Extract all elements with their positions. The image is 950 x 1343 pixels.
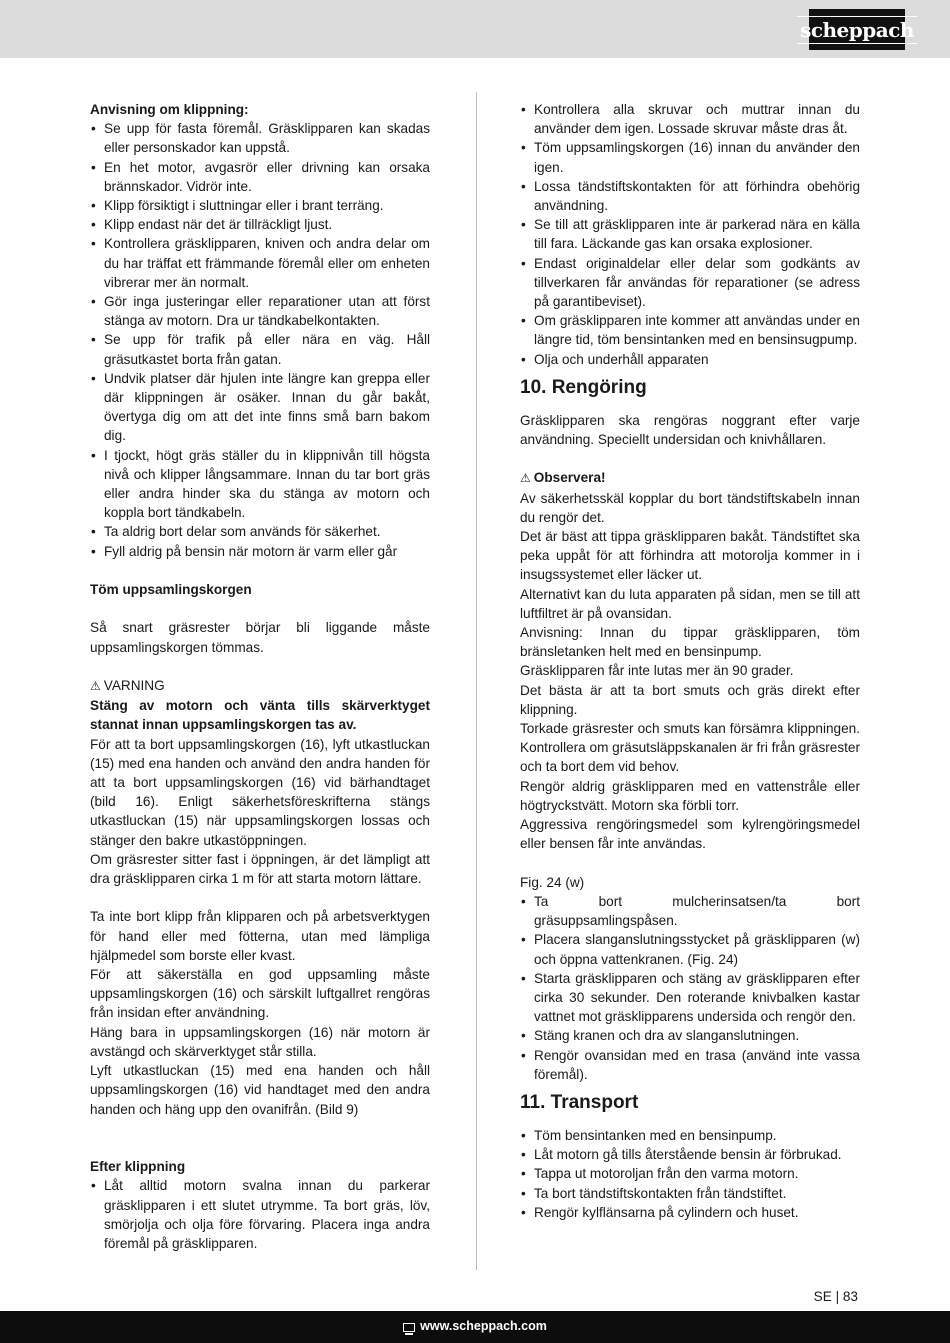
- list-item: • Fyll aldrig på bensin när motorn är varm eller går: [90, 542, 430, 561]
- page-number: SE | 83: [813, 1289, 858, 1304]
- list-item: • I tjockt, högt gräs ställer du in klippnivån till högsta nivå och klipper långsammare. Innan du tar bort gräs eller andra hinder ska du stänga av motorn och koppla bort tändkabeln.: [90, 446, 430, 523]
- warning-label: VARNING: [103, 678, 165, 694]
- list-item: • Kontrollera alla skruvar och muttrar innan du använder dem igen. Lossade skruvar måste dras åt.: [520, 100, 860, 138]
- paragraph: För att ta bort uppsamlingskorgen (16), lyft utkastluckan (15) med ena handen och använd den andra handen för att ta bort uppsamlingskorgen (16) vid bärhandtaget (bild 16). Enligt säkerhetsföreskrifterna stängs utkastluckan (15) när uppsamlingskorgen lossas och stänger den bakre utkastöppningen.: [90, 736, 430, 848]
- monitor-icon: [403, 1323, 415, 1332]
- list-item: • Stäng kranen och dra av slanganslutningen.: [520, 1026, 860, 1045]
- list-item: • Undvik platser där hjulen inte längre kan greppa eller där klippningen är osäker. Innan du går bakåt, övertyga dig om att det inte finns små barn bakom dig.: [90, 369, 430, 446]
- paragraph: Gräsklipparen ska rengöras noggrant efter varje användning. Speciellt undersidan och knivhållaren.: [520, 412, 860, 448]
- bullet-list: [520, 1126, 860, 1222]
- header-bar: [0, 0, 950, 58]
- paragraph: Rengör aldrig gräsklipparen med en vattenstråle eller högtryckstvätt. Motorn ska förbli torr.: [520, 778, 860, 813]
- paragraph: Om gräsrester sitter fast i öppningen, är det lämpligt att dra gräsklipparen cirka 1 m för att starta motorn lättare.: [90, 851, 430, 887]
- bullet-list: [90, 119, 430, 561]
- paragraph: Aggressiva rengöringsmedel som kylrengöringsmedel eller bensen får inte användas.: [520, 817, 860, 852]
- list-item: • Starta gräsklipparen och stäng av gräsklipparen efter cirka 30 sekunder. Den roterande knivbalken kastar vattnet mot gräsklipparens undersida och rengör den.: [520, 969, 860, 1027]
- paragraph: Av säkerhetsskäl kopplar du bort tändstiftskabeln innan du rengör det.: [520, 490, 860, 525]
- observe-label-row: [520, 468, 860, 488]
- paragraph: Gräsklipparen får inte lutas mer än 90 grader.: [520, 663, 794, 679]
- list-item: • Låt motorn gå tills återstående bensin är förbrukad.: [520, 1145, 860, 1164]
- paragraph: Det är bäst att tippa gräsklipparen bakåt. Tändstiftet ska peka uppåt för att förhindra att motorolja kommer in i insugssystemet eller läcker ut.: [520, 529, 860, 583]
- paragraph: Lyft utkastluckan (15) med ena handen och håll uppsamlingskorgen (16) vid handtaget med den andra handen och häng upp den ovanifrån. (Bild 9): [90, 1063, 430, 1117]
- list-item: • Se upp för trafik på eller nära en väg. Håll gräsutkastet borta från gatan.: [90, 330, 430, 368]
- footer-bar: [0, 1311, 950, 1343]
- paragraph: Så snart gräsrester börjar bli liggande måste uppsamlingskorgen tömmas.: [90, 620, 430, 655]
- list-item: • Se upp för fasta föremål. Gräsklipparen kan skadas eller personskador kan uppstå.: [90, 119, 430, 157]
- warning-text: Stäng av motorn och vänta tills skärverktyget stannat innan uppsamlingskorgen tas av.: [90, 698, 430, 733]
- bullet-list: [520, 100, 860, 369]
- list-item: • Gör inga justeringar eller reparationer utan att först stänga av motorn. Dra ur tändkabelkontakten.: [90, 292, 430, 330]
- brand-logo: scheppach: [809, 9, 905, 50]
- chapter-heading: 10. Rengöring: [520, 376, 647, 398]
- warning-label-row: [90, 676, 430, 696]
- list-item: • Klipp endast när det är tillräckligt ljust.: [90, 215, 430, 234]
- observe-label: Observera!: [533, 470, 606, 486]
- paragraph: Ta inte bort klipp från klipparen och på arbetsverktygen för hand eller med fötterna, utan med lämpliga hjälpmedel som borste eller kvast.: [90, 909, 430, 963]
- column-divider: [476, 92, 477, 1270]
- bullet-list: [520, 892, 860, 1084]
- list-item: • Olja och underhåll apparaten: [520, 350, 860, 369]
- paragraph: Häng bara in uppsamlingskorgen (16) när motorn är avstängd och skärverktyget står stilla.: [90, 1024, 430, 1059]
- list-item: • Låt alltid motorn svalna innan du parkerar gräsklipparen i ett slutet utrymme. Ta bort gräs, löv, smörjolja och olja före förvaring. Placera inga andra föremål på gräsklipparen.: [90, 1176, 430, 1253]
- paragraph: Det bästa är att ta bort smuts och gräs direkt efter klippning.: [520, 682, 860, 717]
- list-item: • Lossa tändstiftskontakten för att förhindra obehörig användning.: [520, 177, 860, 215]
- list-item: • Rengör ovansidan med en trasa (använd inte vassa föremål).: [520, 1046, 860, 1084]
- list-item: • Endast originaldelar eller delar som godkänts av tillverkaren får användas för reparationer (se adress på garantibeviset).: [520, 254, 860, 312]
- list-item: • Klipp försiktigt i sluttningar eller i brant terräng.: [90, 196, 430, 215]
- list-item: • Tappa ut motoroljan från den varma motorn.: [520, 1164, 860, 1183]
- paragraph: Torkade gräsrester och smuts kan försämra klippningen. Kontrollera om gräsutsläppskanalen är fri från gräsrester och ta bort dem vid behov.: [520, 721, 861, 775]
- right-column: [520, 100, 860, 1222]
- list-item: • Placera slanganslutningsstycket på gräsklipparen (w) och öppna vattenkranen. (Fig. 24): [520, 930, 860, 968]
- list-item: • Om gräsklipparen inte kommer att användas under en längre tid, töm bensintanken med en bensinsugpump.: [520, 311, 860, 349]
- list-item: • Ta aldrig bort delar som används för säkerhet.: [90, 522, 430, 541]
- chapter-heading: 11. Transport: [520, 1091, 639, 1113]
- list-item: • Ta bort mulcherinsatsen/ta bort gräsuppsamlingspåsen.: [520, 892, 860, 930]
- list-item: • Ta bort tändstiftskontakten från tändstiftet.: [520, 1184, 860, 1203]
- list-item: • Rengör kylflänsarna på cylindern och huset.: [520, 1203, 860, 1222]
- warning-icon: ⚠: [520, 471, 531, 486]
- list-item: • Kontrollera gräsklipparen, kniven och andra delar om du har träffat ett främmande föremål eller om enheten vibrerar mer än normalt.: [90, 234, 430, 292]
- list-item: • Töm uppsamlingskorgen (16) innan du använder den igen.: [520, 138, 860, 176]
- list-item: • En het motor, avgasrör eller drivning kan orsaka brännskador. Vidrör inte.: [90, 158, 430, 196]
- figure-reference: Fig. 24 (w): [520, 874, 585, 890]
- paragraph: Anvisning: Innan du tippar gräsklipparen, töm bränsletanken helt med en bensinpump.: [520, 625, 860, 660]
- paragraph: Alternativt kan du luta apparaten på sidan, men se till att luftfiltret är på ovansidan.: [520, 586, 860, 621]
- bullet-list: [90, 1176, 430, 1253]
- left-column: [90, 100, 430, 1253]
- list-item: • Se till att gräsklipparen inte är parkerad nära en källa till fara. Läckande gas kan orsaka explosioner.: [520, 215, 860, 253]
- section-heading: Efter klippning: [90, 1159, 186, 1175]
- section-heading: Töm uppsamlingskorgen: [90, 582, 252, 598]
- list-item: • Töm bensintanken med en bensinpump.: [520, 1126, 860, 1145]
- section-heading: Anvisning om klippning:: [90, 102, 249, 117]
- paragraph: För att säkerställa en god uppsamling måste uppsamlingskorgen (16) och särskilt luftgallret rengöras från insidan efter användning.: [90, 967, 430, 1021]
- footer-url[interactable]: www.scheppach.com: [420, 1319, 547, 1334]
- warning-icon: ⚠: [90, 679, 101, 694]
